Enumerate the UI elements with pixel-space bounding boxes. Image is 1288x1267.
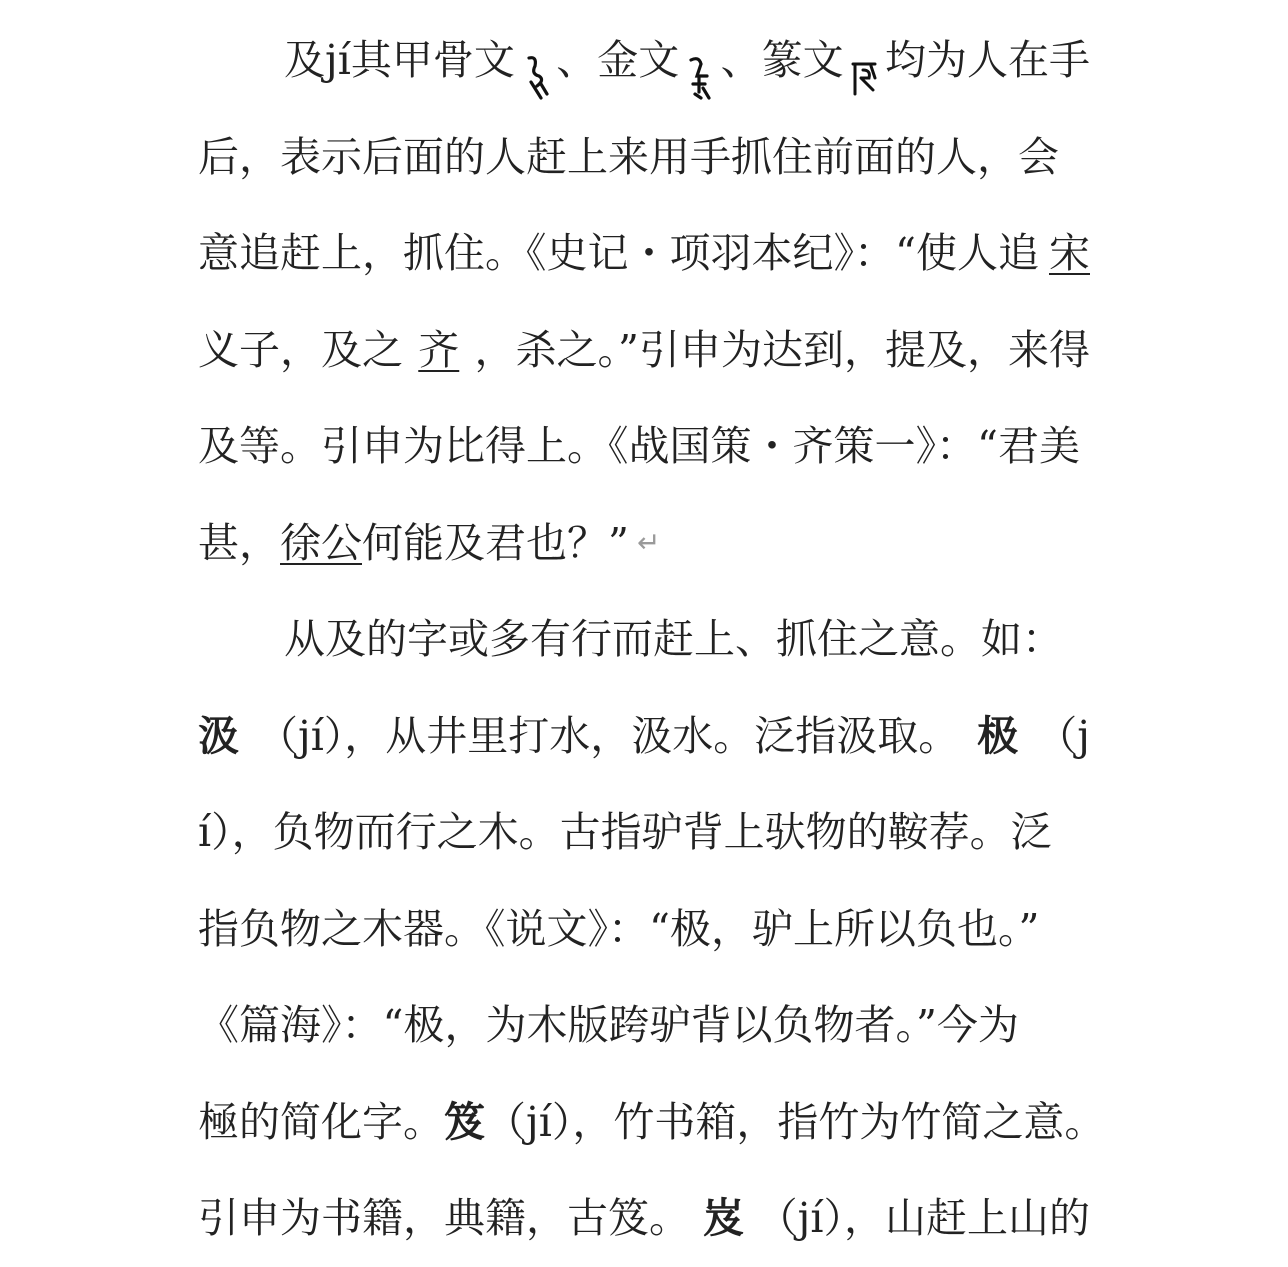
text-segment: 意追赶上，抓住。《史记・项羽本纪》：“使人追 — [198, 229, 1039, 277]
paragraph-2-line-3 — [198, 784, 1090, 881]
paragraph-2-line-1 — [198, 591, 1090, 688]
text-segment: 《篇海》：“极，为木版跨驴背以负物者。”今为 — [198, 1001, 1019, 1049]
text-segment: 均为人在手 — [884, 36, 1090, 84]
paragraph-1-line-4 — [198, 302, 1090, 399]
underlined-proper-noun: 齐 — [418, 325, 460, 374]
text-segment: （jí），从井里打水，汲水。泛指汲取。 — [256, 711, 960, 760]
paragraph-1-line-6 — [198, 495, 1090, 592]
text-segment: 甚， — [198, 518, 280, 567]
text-segment: 引申为书籍，典籍，古笈。 — [198, 1194, 690, 1242]
paragraph-1-line-2 — [198, 109, 1090, 206]
seal-ji-icon — [849, 40, 879, 88]
text-segment: 从及的字或多有行而赶上、抓住之意。如： — [284, 615, 1063, 663]
text-segment: 及jí其甲骨文 — [284, 36, 515, 84]
text-segment: ，杀之。”引申为达到，提及，来得 — [474, 325, 1090, 374]
bronze-ji-icon — [685, 40, 715, 88]
paragraph-2-line-2 — [198, 688, 1090, 785]
text-segment: 、篆文 — [720, 36, 844, 84]
text-segment: （j — [1036, 711, 1090, 760]
text-segment: í），负物而行之木。古指驴背上驮物的鞍荐。泛 — [198, 808, 1052, 856]
paragraph-2-line-6 — [198, 1074, 1106, 1171]
oracle-bone-ji-icon — [521, 40, 551, 88]
text-segment: 后，表示后面的人赶上来用手抓住前面的人，会 — [198, 132, 1059, 181]
underlined-proper-noun: 宋 — [1049, 229, 1090, 277]
bold-headword: 汲 — [198, 711, 239, 760]
paragraph-1-line-5 — [198, 398, 1090, 495]
bold-headword: 笈 — [444, 1097, 485, 1146]
bold-headword: 岌 — [702, 1194, 744, 1242]
paragraph-1-line-3 — [198, 205, 1090, 302]
text-segment: 極的简化字。 — [198, 1097, 444, 1146]
paragraph-1-line-1 — [198, 12, 1090, 109]
underlined-proper-noun: 徐公 — [280, 518, 362, 567]
text-segment: 、金文 — [556, 36, 680, 84]
paragraph-2-line-7 — [198, 1170, 1090, 1267]
document-page — [198, 12, 1106, 1267]
paragraph-mark-icon: ↵ — [636, 525, 661, 559]
bold-headword: 极 — [977, 711, 1019, 760]
paragraph-2-line-5 — [198, 977, 1090, 1074]
text-segment: 何能及君也？” — [362, 518, 629, 567]
text-segment: （jí），竹书箱，指竹为竹简之意。 — [485, 1097, 1106, 1146]
text-segment: （jí），山赶上山的 — [756, 1194, 1090, 1242]
text-segment: 及等。引申为比得上。《战国策・齐策一》：“君美 — [198, 422, 1080, 470]
text-segment: 指负物之木器。《说文》：“极，驴上所以负也。” — [198, 904, 1040, 953]
text-segment: 义子，及之 — [198, 325, 403, 374]
paragraph-2-line-4 — [198, 881, 1090, 978]
